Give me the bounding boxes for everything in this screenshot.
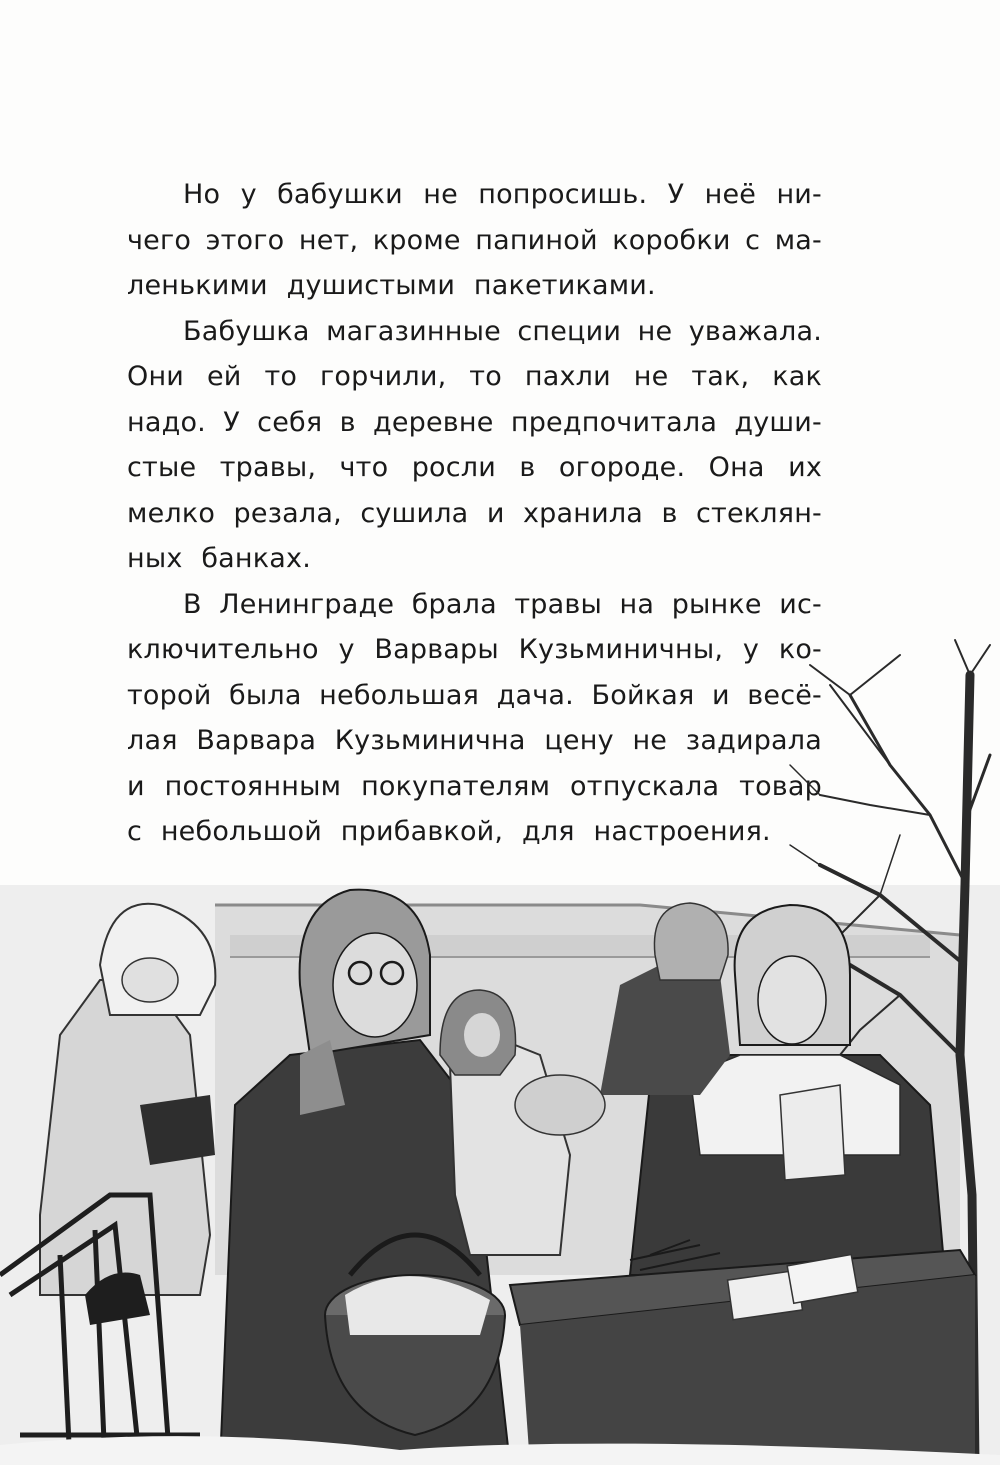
- paper-bag: [780, 1085, 845, 1180]
- text-line: ключительно у Варвары Кузьминичны, у ко-: [127, 634, 822, 665]
- text-line: с небольшой прибавкой, для настроения.: [127, 816, 771, 847]
- text-line: ленькими душистыми пакетиками.: [127, 270, 656, 301]
- bowl: [515, 1075, 605, 1135]
- text-line: надо. У себя в деревне предпочитала души-: [127, 406, 822, 438]
- market-illustration: [0, 635, 1000, 1465]
- text-line: Они ей то горчили, то пахли не так, как: [127, 361, 822, 392]
- text-line: Но у бабушки не попросишь. У неё ни-: [183, 179, 822, 210]
- text-line: чего этого нет, кроме папиной коробки с ма-: [127, 224, 822, 256]
- text-line: мелко резала, сушила и хранила в стеклян-: [127, 497, 822, 529]
- text-line: стые травы, что росли в огороде. Она их: [127, 452, 822, 483]
- text-line: и постоянным покупателям отпускала товар: [127, 770, 822, 802]
- text-line: В Ленинграде брала травы на рынке ис-: [183, 588, 822, 620]
- text-line: Бабушка магазинные специи не уважала.: [183, 315, 822, 347]
- text-line: лая Варвара Кузьминична цену не задирала: [127, 725, 822, 756]
- text-line: ных банках.: [127, 543, 311, 574]
- text-line: торой была небольшая дача. Бойкая и весё-: [127, 679, 822, 711]
